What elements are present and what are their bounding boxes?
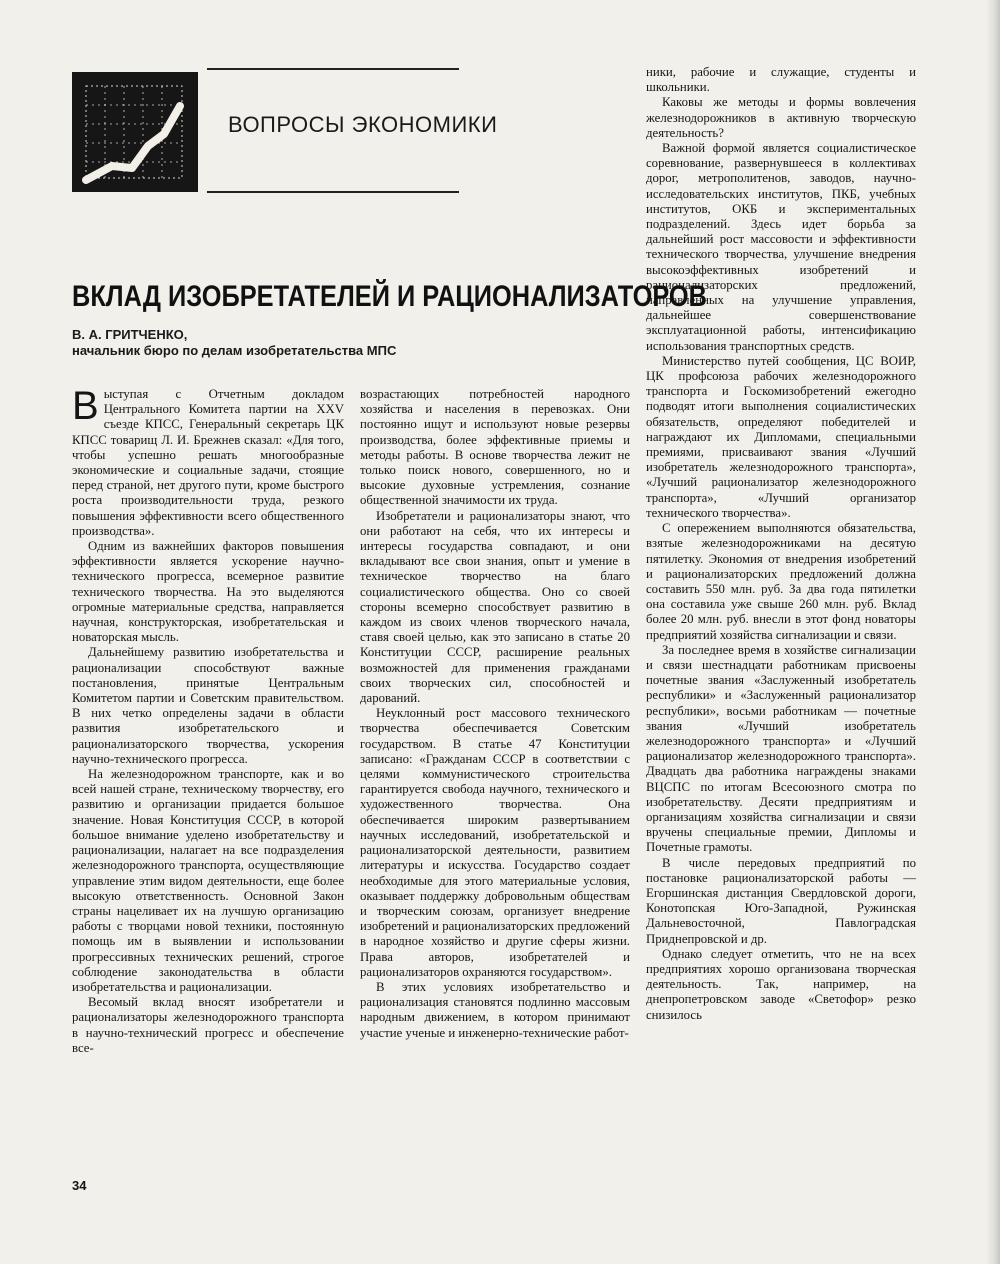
- author-role: начальник бюро по делам изобретательства МПС: [72, 343, 397, 358]
- rising-chart-icon: [72, 72, 198, 192]
- rubric-rule-top: [207, 68, 459, 70]
- paragraph: [72, 384, 344, 539]
- paragraph: Каковы же методы и формы вовлечения железнодорожников в активную творческую деятельность?: [646, 95, 916, 140]
- drop-cap: В: [72, 384, 99, 428]
- paragraph: В числе передовых предприятий по постановке рационализаторской работы — Егоршинская дистанция Свердловской дороги, Конотопская Юго-Западной, Ружинская Дальневосточной, Павлоградская Приднепровской и др.: [646, 855, 916, 946]
- text-column-3: [646, 65, 916, 1023]
- text-column-2: [360, 387, 630, 1041]
- paragraph-text: ыступая с Отчетным докладом Центрального Комитета партии на XXV съезде КПСС, Генеральный секретарь ЦК КПСС товарищ Л. И. Брежнев сказал: «Для того, чтобы успешно решать многообразные экономические и социальные задачи, стоящие перед страной, нет другого пути, кроме быстрого роста производительности труда, резкого повышения эффективности всего общественного производства».: [72, 387, 344, 538]
- paragraph: возрастающих потребностей народного хозяйства и населения в перевозках. Они постоянно ищут и используют новые резервы производства, более эффективные приемы и методы работы. В основе творчества лежит не только поиск нового, совершенного, но и высокие духовные устремления, сознание общественной значимости их труда.: [360, 387, 630, 508]
- paragraph: За последнее время в хозяйстве сигнализации и связи шестнадцати работникам присвоены почетные звания «Заслуженный изобретатель республики» и «Заслуженный рационализатор республики», восьми работникам — почетные звания «Лучший изобретатель железнодорожного транспорта» и «Лучший рационализатор железнодорожного транспорта». Двадцать два работника награждены знаками ВЦСПС по итогам Всесоюзного смотра по изобретательству. Десяти предприятиям и организациям хозяйства сигнализации и связи вручены специальные премии, Дипломы и Почетные грамоты.: [646, 642, 916, 855]
- paragraph: Однако следует отметить, что не на всех предприятиях хорошо организована творческая деятельность. Так, например, на днепропетровском заводе «Светофор» резко снизилось: [646, 946, 916, 1022]
- paragraph: С опережением выполняются обязательства, взятые железнодорожниками на десятую пятилетку. Экономия от внедрения изобретений и рационализаторских предложений должна составить 550 млн. руб. За два года пятилетки она составила уже свыше 260 млн. руб. Вклад более 20 млн. руб. внесли в этот фонд новаторы предприятий хозяйства сигнализации и связи.: [646, 521, 916, 642]
- text-column-1: [72, 384, 344, 1056]
- article-title: ВКЛАД ИЗОБРЕТАТЕЛЕЙ И РАЦИОНАЛИЗАТОРОВ: [72, 280, 707, 313]
- paragraph: Весомый вклад вносят изобретатели и рационализаторы железнодорожного транспорта в научно-технический прогресс и обеспечение все-: [72, 995, 344, 1055]
- paragraph: ники, рабочие и служащие, студенты и школьники.: [646, 65, 916, 95]
- author-name: В. А. ГРИТЧЕНКО,: [72, 327, 188, 342]
- rubric-title: ВОПРОСЫ ЭКОНОМИКИ: [228, 112, 498, 137]
- paragraph: Изобретатели и рационализаторы знают, что они работают на себя, что их интересы и интересы государства совпадают, и они вкладывают все свои знания, опыт и умение в техническое творчество на благо социалистического общества. Оно со своей стороны всемерно способствует развитию в каждом из своих членов творческого начала, ставя своей целью, как это записано в статье 20 Конституции СССР, расширение реальных возможностей для применения гражданами своих творческих сил, способностей и дарований.: [360, 508, 630, 706]
- paragraph: Важной формой является социалистическое соревнование, развернувшееся в коллективах дорог, метрополитенов, заводов, научно-исследовательских институтов, ПКБ, учебных институтов, ОКБ и экспериментальных подразделений. Здесь идет борьба за дальнейший рост массовости и эффективности технического творчества, улучшение внедрения высокоэффективных изобретений и рационализаторских предложений, направленных на улучшение управления, дальнейшее совершенствование эксплуатационной работы, интенсификацию использования транспортных средств.: [646, 141, 916, 353]
- rubric-rule-bottom: [207, 191, 459, 193]
- paragraph: Неуклонный рост массового технического творчества обеспечивается Советским государством. В статье 47 Конституции записано: «Гражданам СССР в соответствии с целями коммунистического строительства гарантируется свобода научного, технического и художественного творчества. Она обеспечивается широким развертыванием научных исследований, изобретательской и рационализаторской деятельности, развитием литературы и искусства. Государство создает необходимые для этого материальные условия, оказывает поддержку добровольным обществам и творческим союзам, организует внедрение изобретений и рационализаторских предложений в народное хозяйство и другие сферы жизни. Права авторов, изобретателей и рационализаторов охраняются государством».: [360, 706, 630, 979]
- page-edge-shadow: [986, 0, 1000, 1264]
- paragraph: Министерство путей сообщения, ЦС ВОИР, ЦК профсоюза рабочих железнодорожного транспорта и Госкомизобретений ежегодно подводят итоги выполнения социалистических обязательств, определяют победителей и награждают их Дипломами, специальными премиями, присваивают звания «Лучший изобретатель железнодорожного транспорта», «Лучший рационализатор железнодорожного транспорта», «Лучший организатор технического творчества».: [646, 353, 916, 520]
- paragraph: В этих условиях изобретательство и рационализация становятся подлинно массовым народным движением, в котором принимают участие ученые и инженерно-технические работ-: [360, 979, 630, 1040]
- paragraph: Дальнейшему развитию изобретательства и рационализации способствуют важные постановления, принятые Центральным Комитетом партии и Советским правительством. В них четко определены задачи в области развития изобретательского и рационализаторского творчества, ускорения научно-технического прогресса.: [72, 645, 344, 766]
- paragraph: На железнодорожном транспорте, как и во всей нашей стране, техническому творчеству, его развитию и организации придается большое значение. Новая Конституция СССР, в которой большое внимание уделено изобретательству и рационализации, налагает на все подразделения железнодорожного транспорта, осуществляющие управление этим видом деятельности, еще более высокую ответственность. Основной Закон страны нацеливает их на лучшую организацию работы с творцами новой техники, постоянную помощь им в выявлении и использовании прогрессивных технических решений, строгое соблюдение законодательства в области изобретательства и рационализации.: [72, 767, 344, 994]
- page-number: 34: [72, 1178, 87, 1193]
- paragraph: Одним из важнейших факторов повышения эффективности является ускорение научно-технического прогресса, всемерное развитие технического творчества. На это выделяются огромные материальные средства, направляется научная, конструкторская, изобретательская и новаторская мысль.: [72, 539, 344, 645]
